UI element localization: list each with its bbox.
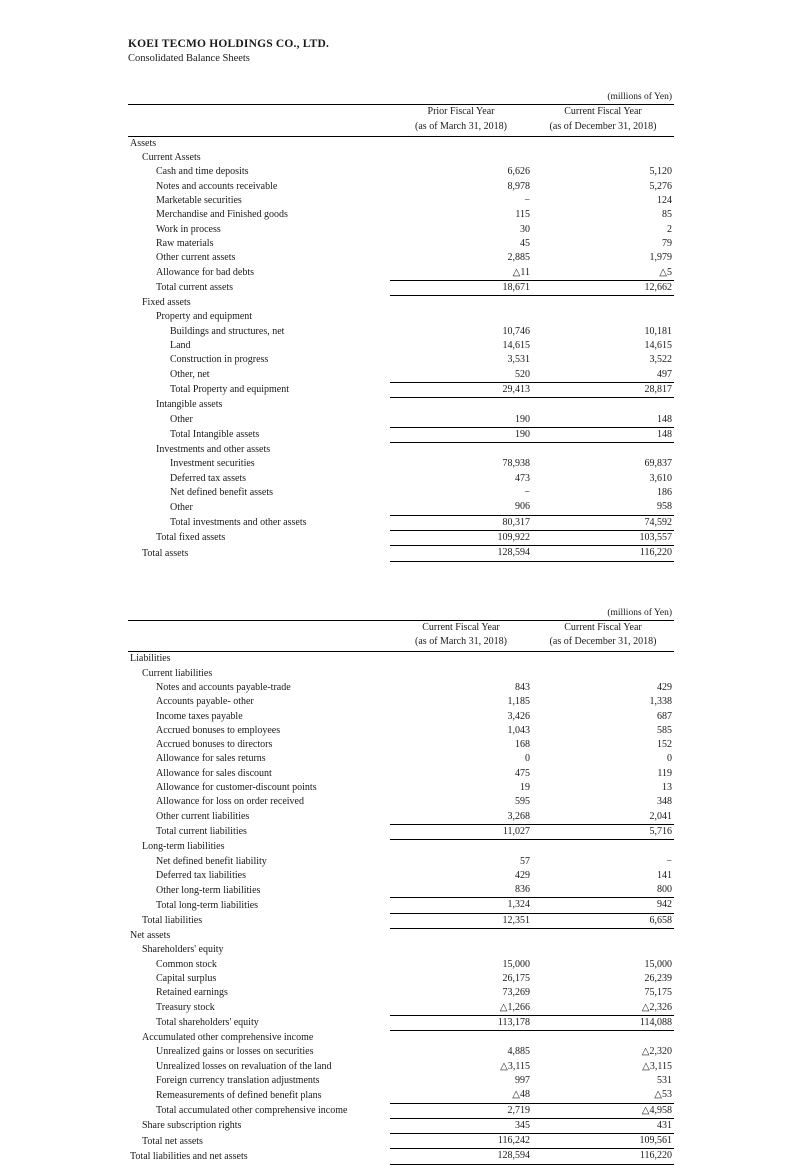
row-value-prior: 18,671 (390, 280, 532, 295)
table-row (128, 898, 674, 913)
row-value-current: 2 (667, 223, 672, 235)
col2-header-line2: (as of December 31, 2018) (532, 120, 674, 137)
table-row (128, 266, 674, 281)
row-value-prior (390, 136, 532, 151)
table-row (128, 223, 674, 237)
row-value-prior: 14,615 (502, 340, 530, 352)
table-row (128, 795, 674, 809)
row-label: Allowance for sales discount (156, 767, 272, 779)
row-value-current (532, 310, 674, 324)
row-value-prior: 1,324 (390, 898, 532, 913)
row-label: Total shareholders' equity (156, 1017, 259, 1029)
row-label: Allowance for loss on order received (156, 796, 304, 808)
table-row (128, 738, 674, 752)
row-value-prior: 1,185 (507, 696, 530, 708)
row-label: Foreign currency translation adjustments (156, 1075, 320, 1086)
table-row (128, 457, 674, 471)
row-value-prior (390, 840, 532, 855)
units-label-1: (millions of Yen) (607, 92, 672, 102)
table-row (128, 710, 674, 724)
row-value-prior: 30 (520, 223, 530, 235)
row-value-prior: 128,594 (390, 546, 532, 561)
row-value-current: 10,181 (644, 325, 672, 337)
row-value-current: 75,175 (644, 987, 672, 999)
row-value-prior: 45 (520, 237, 530, 249)
table-row (128, 958, 674, 972)
table-gap (128, 562, 672, 606)
row-value-prior (390, 652, 532, 667)
row-value-prior: 520 (515, 368, 530, 380)
row-value-current: 13 (662, 782, 672, 794)
row-label: Total Property and equipment (170, 384, 289, 396)
balance-sheet-liabilities-table (128, 606, 674, 1165)
row-value-current: 431 (657, 1119, 672, 1131)
row-value-prior: 6,626 (507, 166, 530, 178)
row-value-prior: 0 (525, 753, 530, 765)
row-label: Current liabilities (142, 667, 213, 679)
assets-table-body (128, 90, 674, 136)
row-label: Investment securities (170, 458, 255, 470)
table-row (128, 1103, 674, 1118)
row-value-current (532, 443, 674, 458)
row-value-current: 497 (657, 368, 672, 380)
row-value-current (532, 929, 674, 944)
row-value-prior: 10,746 (502, 325, 530, 337)
table-row (128, 929, 674, 944)
row-value-current: 109,561 (532, 1134, 674, 1149)
table-row (128, 310, 674, 324)
row-value-current: △4,958 (532, 1103, 674, 1118)
table-row (128, 237, 674, 251)
row-label: Accounts payable- other (156, 696, 254, 708)
table-row (128, 194, 674, 208)
row-value-current (532, 398, 674, 413)
table-row (128, 443, 674, 458)
row-value-current: 15,000 (644, 958, 672, 970)
row-value-prior (390, 667, 532, 681)
header2-row-2 (128, 635, 674, 652)
row-value-current: 585 (657, 724, 672, 736)
row-value-current: 119 (657, 767, 672, 779)
row-value-current: 116,220 (532, 546, 674, 561)
row-value-current: 2,041 (649, 810, 672, 822)
row-label: Property and equipment (156, 311, 253, 323)
row-value-current: 429 (657, 681, 672, 693)
row-value-current: 79 (662, 237, 672, 249)
row-value-current: 5,276 (649, 180, 672, 192)
row-value-current: 85 (662, 209, 672, 221)
table-row (128, 339, 674, 353)
table-row (128, 695, 674, 709)
row-value-prior: 11,027 (390, 824, 532, 839)
row-label: Raw materials (156, 237, 214, 249)
row-label: Allowance for sales returns (156, 753, 266, 765)
table-row (128, 486, 674, 500)
table-row (128, 652, 674, 667)
table-row (128, 1118, 674, 1133)
row-value-prior: 190 (515, 413, 530, 425)
row-value-prior: 57 (520, 855, 530, 867)
row-value-prior: 429 (515, 869, 530, 881)
row-label: Current Assets (142, 152, 201, 164)
units-label-2: (millions of Yen) (607, 607, 672, 618)
row-value-prior (390, 1031, 532, 1046)
row-value-current: 69,837 (644, 458, 672, 470)
table-row (128, 427, 674, 442)
table-row (128, 353, 674, 367)
row-value-prior: − (524, 487, 530, 499)
table-row (128, 943, 674, 957)
row-label: Other (170, 414, 193, 426)
col2-header2-line1: Current Fiscal Year (532, 620, 674, 635)
row-value-prior (390, 296, 532, 311)
row-label: Capital surplus (156, 972, 217, 984)
table-row (128, 325, 674, 339)
table-row (128, 855, 674, 869)
table-row (128, 530, 674, 545)
row-label: Allowance for bad debts (156, 267, 255, 279)
row-value-prior (390, 929, 532, 944)
row-value-current: 6,658 (532, 913, 674, 928)
table-row (128, 1134, 674, 1149)
row-value-current: 958 (657, 501, 672, 513)
row-value-current: 124 (657, 195, 672, 207)
row-label: Accumulated other comprehensive income (142, 1032, 314, 1044)
col1-header2-line2: (as of March 31, 2018) (390, 635, 532, 652)
row-value-current: 148 (532, 427, 674, 442)
row-value-prior: 73,269 (502, 987, 530, 999)
row-value-prior: △11 (512, 266, 530, 278)
table-row (128, 208, 674, 222)
row-label: Fixed assets (142, 297, 191, 309)
table-row (128, 767, 674, 781)
row-value-current: 5,120 (649, 166, 672, 178)
row-value-current: △2,326 (641, 1001, 672, 1013)
table-row (128, 840, 674, 855)
row-value-current: 0 (667, 753, 672, 765)
row-value-current (532, 652, 674, 667)
row-value-current: − (666, 855, 672, 867)
liabilities-table-body (128, 606, 674, 652)
row-value-current: 114,088 (532, 1015, 674, 1030)
row-value-prior (390, 943, 532, 957)
row-value-current (532, 840, 674, 855)
row-label: Accrued bonuses to employees (156, 724, 281, 736)
table-row (128, 752, 674, 766)
row-value-prior: 168 (515, 739, 530, 751)
row-value-prior: △3,115 (500, 1060, 530, 1072)
row-label: Total net assets (142, 1135, 203, 1147)
row-value-prior: 595 (515, 796, 530, 808)
table-row (128, 165, 674, 179)
row-label: Deferred tax assets (170, 472, 247, 484)
row-label: Total current liabilities (156, 826, 247, 838)
table-row (128, 472, 674, 486)
row-value-prior: 4,885 (507, 1046, 530, 1058)
col2-header-line1: Current Fiscal Year (532, 105, 674, 120)
col2-header2-line2: (as of December 31, 2018) (532, 635, 674, 652)
row-value-prior: 8,978 (507, 180, 530, 192)
table-row (128, 1015, 674, 1030)
row-label: Accrued bonuses to directors (156, 739, 273, 751)
row-value-prior: 2,719 (390, 1103, 532, 1118)
row-value-prior: 997 (515, 1075, 530, 1086)
row-label: Total investments and other assets (170, 517, 307, 529)
row-value-prior: 836 (515, 884, 530, 896)
row-value-current: 687 (657, 710, 672, 722)
row-value-prior: 78,938 (502, 458, 530, 470)
header-row-1 (128, 105, 674, 120)
row-value-current: 348 (657, 796, 672, 808)
table-row (128, 1074, 674, 1088)
table-row (128, 1001, 674, 1016)
row-label: Deferred tax liabilities (156, 869, 246, 881)
row-label: Work in process (156, 223, 221, 235)
row-label: Common stock (156, 958, 217, 970)
row-value-current: 152 (657, 739, 672, 751)
row-value-prior (390, 398, 532, 413)
row-value-current: 800 (657, 884, 672, 896)
row-label: Net assets (130, 930, 171, 942)
row-label: Other (170, 501, 193, 513)
row-label: Long-term liabilities (142, 841, 225, 853)
row-value-current: △5 (659, 266, 672, 278)
row-value-prior: 473 (515, 472, 530, 484)
col1-header2-line1: Current Fiscal Year (390, 620, 532, 635)
row-value-prior: △1,266 (499, 1001, 530, 1013)
row-label: Notes and accounts payable-trade (156, 681, 291, 693)
row-label: Net defined benefit assets (170, 487, 274, 499)
table-row (128, 1088, 674, 1103)
row-label: Buildings and structures, net (170, 325, 285, 337)
row-value-prior: 80,317 (390, 515, 532, 530)
row-value-current: 141 (657, 869, 672, 881)
table-row (128, 413, 674, 428)
row-value-current (532, 136, 674, 151)
row-label: Other current assets (156, 252, 236, 264)
row-value-prior: 116,242 (390, 1134, 532, 1149)
table-row (128, 1060, 674, 1074)
row-value-current: △53 (654, 1089, 672, 1101)
row-value-prior: 345 (515, 1119, 530, 1131)
row-value-current: △3,115 (642, 1060, 672, 1072)
row-value-current: 26,239 (644, 972, 672, 984)
table-row (128, 382, 674, 397)
row-label: Other current liabilities (156, 811, 250, 823)
row-label: Unrealized losses on revaluation of the land (156, 1060, 332, 1072)
row-label: Liabilities (130, 653, 171, 665)
row-value-prior: 115 (515, 209, 530, 221)
row-value-prior: 109,922 (390, 530, 532, 545)
table-row (128, 136, 674, 151)
table-row (128, 368, 674, 383)
row-value-current (532, 151, 674, 165)
table-row (128, 781, 674, 795)
row-label: Assets (130, 137, 157, 149)
row-value-current: 5,716 (532, 824, 674, 839)
row-label: Income taxes payable (156, 710, 243, 722)
row-label: Share subscription rights (142, 1120, 242, 1132)
table-row (128, 1045, 674, 1059)
balance-sheet-assets-table (128, 90, 674, 562)
table-row (128, 810, 674, 825)
row-label: Marketable securities (156, 195, 242, 207)
table-row (128, 296, 674, 311)
document-subtitle: Consolidated Balance Sheets (128, 53, 250, 64)
row-value-current: 1,979 (649, 252, 672, 264)
row-value-current: 103,557 (532, 530, 674, 545)
units-row (128, 90, 674, 105)
table-row (128, 251, 674, 265)
row-label: Unrealized gains or losses on securities (156, 1046, 314, 1058)
row-value-prior: 15,000 (502, 958, 530, 970)
table-row (128, 724, 674, 738)
row-value-prior: 906 (515, 501, 530, 513)
table-row (128, 869, 674, 883)
row-value-prior: 12,351 (390, 913, 532, 928)
row-value-current: 116,220 (532, 1149, 674, 1164)
table-row (128, 515, 674, 530)
row-value-current (532, 667, 674, 681)
table-row (128, 913, 674, 928)
table-row (128, 667, 674, 681)
row-value-prior: − (524, 195, 530, 207)
row-label: Total liabilities and net assets (130, 1150, 248, 1162)
table-row (128, 500, 674, 515)
row-value-current: 942 (532, 898, 674, 913)
row-label: Land (170, 340, 191, 352)
assets-rows (128, 136, 674, 561)
row-label: Merchandise and Finished goods (156, 209, 288, 221)
row-value-current: △2,320 (641, 1046, 672, 1058)
row-label: Construction in progress (170, 354, 269, 366)
table-row (128, 681, 674, 695)
row-label: Other, net (170, 369, 210, 381)
row-label: Total long-term liabilities (156, 899, 259, 911)
row-label: Investments and other assets (156, 444, 271, 456)
row-label: Retained earnings (156, 987, 228, 999)
liabilities-rows (128, 652, 674, 1164)
row-value-current: 1,338 (649, 696, 672, 708)
row-value-prior: 1,043 (507, 724, 530, 736)
row-value-prior: 29,413 (390, 382, 532, 397)
table-row (128, 824, 674, 839)
col1-header-line2: (as of March 31, 2018) (390, 120, 532, 137)
row-value-current: 3,610 (649, 472, 672, 484)
row-value-current (532, 943, 674, 957)
row-value-prior: 3,531 (507, 354, 530, 366)
row-value-prior (390, 151, 532, 165)
row-value-prior: 3,268 (507, 810, 530, 822)
table-row (128, 546, 674, 561)
company-title: KOEI TECMO HOLDINGS CO., LTD. (128, 38, 330, 50)
row-value-prior: 843 (515, 681, 530, 693)
table-row (128, 180, 674, 194)
row-value-prior: 26,175 (502, 972, 530, 984)
row-value-current: 3,522 (649, 354, 672, 366)
row-value-prior: 475 (515, 767, 530, 779)
col1-header-line1: Prior Fiscal Year (390, 105, 532, 120)
row-label: Total current assets (156, 282, 234, 294)
row-value-prior: 190 (390, 427, 532, 442)
row-value-current (532, 1031, 674, 1046)
row-label: Remeasurements of defined benefit plans (156, 1089, 322, 1101)
row-value-current: 28,817 (532, 382, 674, 397)
row-value-prior (390, 310, 532, 324)
row-value-current: 148 (657, 413, 672, 425)
table-row (128, 1149, 674, 1164)
table-row (128, 1031, 674, 1046)
row-label: Total accumulated other comprehensive income (156, 1105, 348, 1117)
table-row (128, 151, 674, 165)
table-row (128, 280, 674, 295)
header2-row-1 (128, 620, 674, 635)
row-value-prior: 3,426 (507, 710, 530, 722)
row-label: Other long-term liabilities (156, 884, 261, 896)
units-row-2 (128, 606, 674, 621)
row-label: Net defined benefit liability (156, 855, 267, 867)
row-label: Intangible assets (156, 399, 223, 411)
row-label: Total liabilities (142, 915, 203, 927)
row-label: Allowance for customer-discount points (156, 782, 317, 794)
row-value-current: 531 (657, 1075, 672, 1086)
row-label: Notes and accounts receivable (156, 180, 278, 192)
row-value-prior: 2,885 (507, 252, 530, 264)
row-value-current: 74,592 (532, 515, 674, 530)
table-row (128, 398, 674, 413)
table-row (128, 986, 674, 1000)
row-label: Cash and time deposits (156, 166, 249, 178)
row-value-prior: 128,594 (390, 1149, 532, 1164)
row-value-current: 14,615 (644, 340, 672, 352)
row-label: Total assets (142, 547, 189, 559)
row-value-prior: 19 (520, 782, 530, 794)
header-row-2 (128, 120, 674, 137)
row-label: Total Intangible assets (170, 429, 260, 441)
row-label: Total fixed assets (156, 532, 226, 544)
row-label: Treasury stock (156, 1002, 215, 1014)
table-row (128, 972, 674, 986)
row-value-prior: 113,178 (390, 1015, 532, 1030)
table-row (128, 883, 674, 898)
row-value-prior: △48 (512, 1089, 530, 1101)
row-label: Shareholders' equity (142, 944, 224, 956)
row-value-current: 186 (657, 487, 672, 499)
row-value-current (532, 296, 674, 311)
row-value-current: 12,662 (532, 280, 674, 295)
row-value-prior (390, 443, 532, 458)
